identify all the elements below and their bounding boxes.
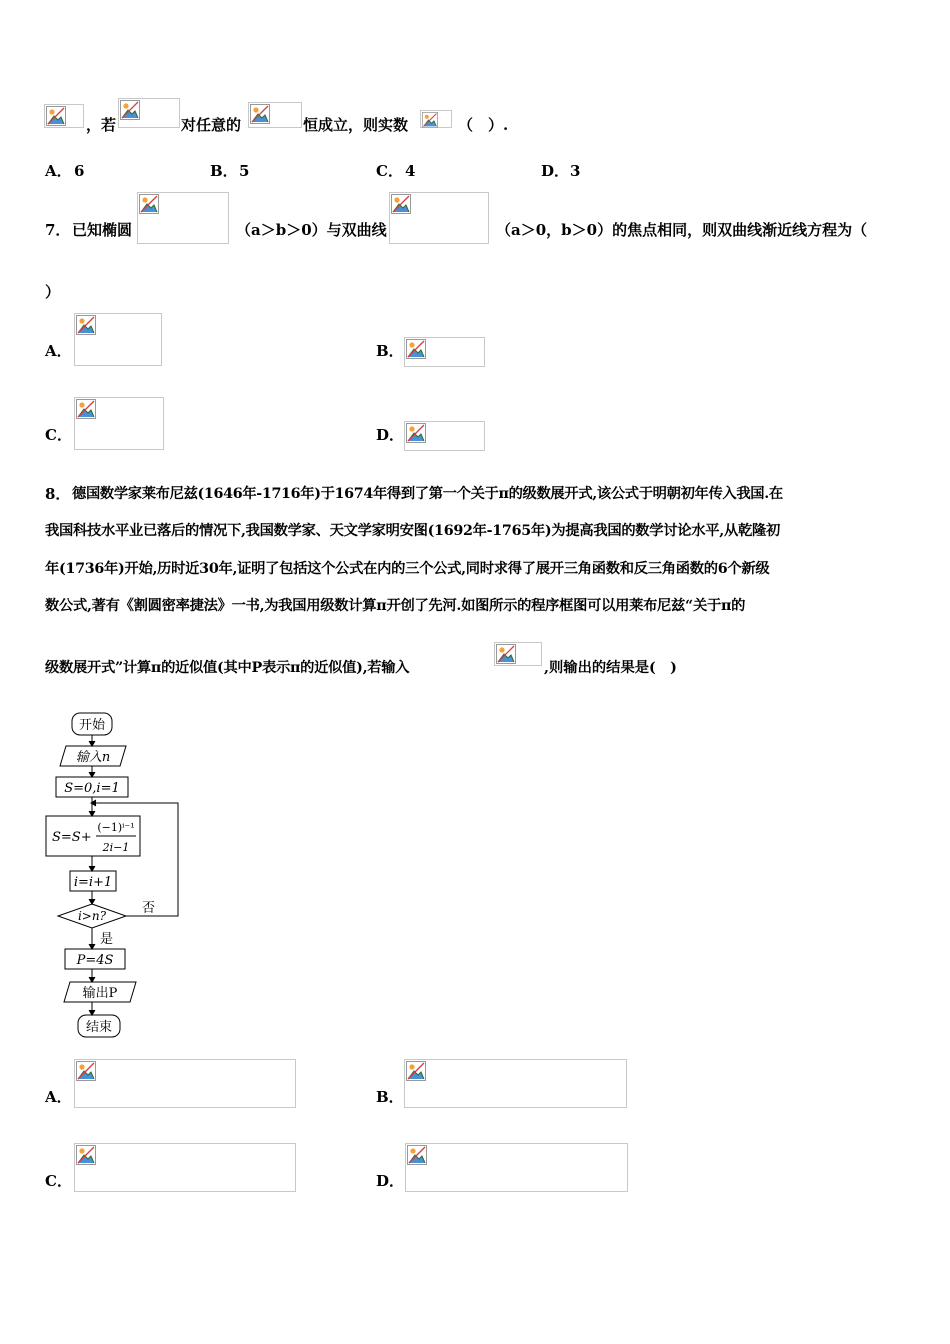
- broken-image-icon: [250, 104, 270, 124]
- q7-option-c-label: C．: [45, 426, 72, 444]
- broken-image-icon: [46, 106, 66, 126]
- formula-image-q8-option-d: [405, 1143, 628, 1192]
- q7-text-1: 已知椭圆: [72, 221, 133, 239]
- broken-image-icon: [76, 1145, 96, 1165]
- flow-start-text: 开始: [78, 718, 106, 733]
- q7-text-4: ）: [45, 283, 61, 301]
- q8-line-5a: 级数展开式”计算π的近似值(其中P表示π的近似值),若输入: [45, 660, 410, 676]
- q8-number: 8．: [45, 485, 71, 503]
- q6-option-d-label: D．: [541, 162, 570, 180]
- q8-line-2: 我国科技水平业已落后的情况下,我国数学家、天文学家明安图(1692年-1765年)为提高我国的数学讨论水平,从乾隆初: [45, 523, 780, 539]
- q6-text-4: （ ）.: [458, 116, 509, 134]
- flow-yes-label: 是: [100, 932, 114, 947]
- formula-image-q7-option-c: [74, 397, 164, 450]
- q6-text-1: ，若: [86, 116, 117, 134]
- flow-update-lhs: S=S+: [52, 830, 92, 845]
- flow-input-text: 输入n: [75, 750, 111, 765]
- broken-image-icon: [139, 194, 159, 214]
- broken-image-icon: [76, 315, 96, 335]
- q7-option-d-label: D．: [376, 426, 405, 444]
- q8-option-c-label: C．: [45, 1172, 72, 1190]
- q6-option-c-label: C．: [376, 162, 403, 180]
- q7-text-2: （a＞b＞0）与双曲线: [236, 221, 387, 239]
- q8-line-3: 年(1736年)开始,历时近30年,证明了包括这个公式在内的三个公式,同时求得了展开三角函数和反三角函数的6个新级: [45, 561, 770, 577]
- flow-update-numerator: (−1)ⁱ⁻¹: [97, 821, 135, 834]
- q7-option-b-label: B．: [376, 342, 404, 360]
- q6-text-2: 对任意的: [181, 116, 242, 134]
- formula-image-q6-variable: [420, 110, 452, 128]
- program-flowchart: [40, 708, 190, 1040]
- flow-output-text: 输出P: [82, 986, 118, 1001]
- formula-image-q8-option-a: [74, 1059, 296, 1108]
- q8-option-b-label: B．: [376, 1088, 404, 1106]
- q8-option-d-label: D．: [376, 1172, 405, 1190]
- q6-option-a-label: A．: [45, 162, 72, 180]
- broken-image-icon: [406, 423, 426, 443]
- formula-image-q7-ellipse: [137, 192, 229, 244]
- flow-result-text: P=4S: [76, 953, 114, 968]
- formula-image-q6-condition: [118, 98, 180, 128]
- q8-line-4: 数公式,著有《割圆密率捷法》一书,为我国用级数计算π开创了先河.如图所示的程序框图可以用莱布尼兹“关于π的: [45, 598, 746, 614]
- broken-image-icon: [422, 112, 438, 128]
- formula-image-q8-input: [494, 642, 542, 666]
- q6-option-c-value: 4: [405, 162, 416, 180]
- q6-option-b-value: 5: [239, 162, 250, 180]
- broken-image-icon: [406, 1061, 426, 1081]
- q6-option-b-label: B．: [210, 162, 238, 180]
- flow-init-text: S=0,i=1: [64, 781, 120, 796]
- broken-image-icon: [406, 339, 426, 359]
- formula-image-q7-option-a: [74, 313, 162, 366]
- flow-end-text: 结束: [85, 1020, 113, 1035]
- formula-image-q8-option-b: [404, 1059, 627, 1108]
- q7-text-3: （a＞0，b＞0）的焦点相同，则双曲线渐近线方程为（: [496, 221, 868, 239]
- formula-image-q6-range: [248, 102, 302, 128]
- broken-image-icon: [407, 1145, 427, 1165]
- q6-text-3: 恒成立，则实数: [303, 116, 409, 134]
- q8-line-5b: ,则输出的结果是( ): [544, 660, 677, 676]
- formula-image-q7-option-b: [404, 337, 485, 367]
- q6-option-a-value: 6: [74, 162, 85, 180]
- broken-image-icon: [496, 644, 516, 664]
- formula-image-q6-function: [44, 104, 84, 128]
- q8-option-a-label: A．: [45, 1088, 72, 1106]
- formula-image-q7-hyperbola: [389, 192, 489, 244]
- formula-image-q7-option-d: [404, 421, 485, 451]
- broken-image-icon: [391, 194, 411, 214]
- q7-number: 7．: [45, 221, 71, 239]
- flow-condition-text: i>n?: [77, 909, 107, 923]
- flow-increment-text: i=i+1: [73, 875, 113, 890]
- broken-image-icon: [120, 100, 140, 120]
- formula-image-q8-option-c: [74, 1143, 296, 1192]
- broken-image-icon: [76, 399, 96, 419]
- broken-image-icon: [76, 1061, 96, 1081]
- q8-line-1: 德国数学家莱布尼兹(1646年-1716年)于1674年得到了第一个关于π的级数展开式,该公式于明朝初年传入我国.在: [72, 486, 783, 502]
- q7-option-a-label: A．: [45, 342, 72, 360]
- flow-update-denominator: 2i−1: [102, 841, 130, 854]
- flow-no-label: 否: [142, 901, 156, 916]
- q6-option-d-value: 3: [570, 162, 581, 180]
